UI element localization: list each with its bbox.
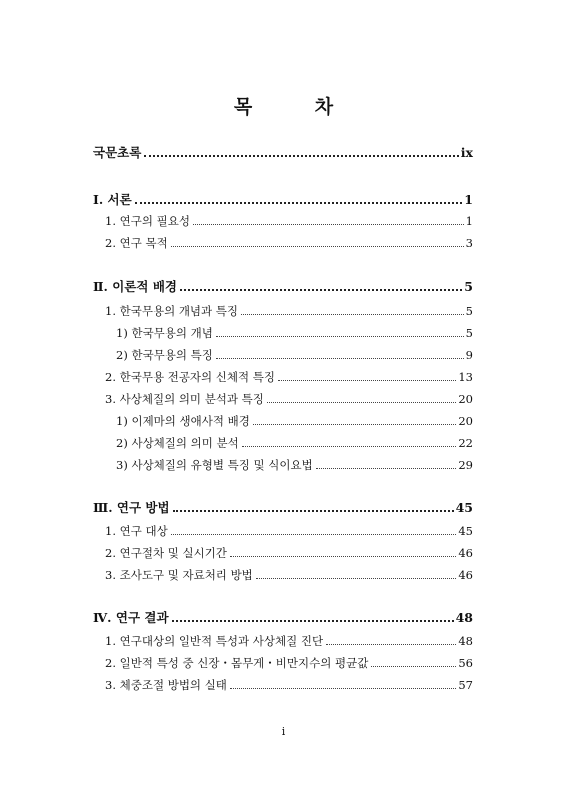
toc-entry-label: 1) 이제마의 생애사적 배경: [116, 414, 250, 428]
toc-entry[interactable]: [105, 304, 473, 318]
toc-entry-label: 1. 연구 대상: [105, 524, 168, 538]
toc-entry-label: 1. 한국무용의 개념과 특징: [105, 304, 239, 318]
toc-entry-label: Ⅱ. 이론적 배경: [93, 279, 177, 294]
toc-entry-page: 5: [465, 304, 473, 318]
toc-entry-page: 56: [458, 656, 473, 670]
dot-leader: [216, 336, 464, 337]
toc-entry[interactable]: [105, 370, 473, 384]
toc-entry[interactable]: [93, 611, 473, 625]
dot-leader: [230, 556, 456, 557]
dot-leader: [193, 224, 464, 225]
dot-leader: [242, 446, 457, 447]
page-title: 목 차: [233, 96, 362, 118]
dot-leader: [216, 358, 464, 359]
dot-leader: [144, 155, 458, 157]
toc-entry-page: 22: [458, 436, 473, 450]
toc-entry-page: 45: [458, 524, 473, 538]
toc-entry[interactable]: [93, 280, 473, 294]
toc-entry[interactable]: [116, 414, 473, 428]
dot-leader: [371, 666, 456, 667]
toc-entry-page: 3: [465, 236, 473, 250]
toc-entry[interactable]: [105, 236, 473, 250]
dot-leader: [173, 510, 454, 512]
toc-entry-page: 29: [458, 458, 473, 472]
toc-entry[interactable]: [105, 568, 473, 582]
toc-entry-page: 48: [458, 634, 473, 648]
toc-entry-label: 2) 한국무용의 특징: [116, 348, 213, 362]
dot-leader: [171, 534, 457, 535]
toc-entry-page: 46: [458, 568, 473, 582]
toc-entry-label: Ⅰ. 서론: [93, 192, 132, 207]
dot-leader: [267, 402, 456, 403]
toc-entry-label: 2. 연구 목적: [105, 236, 168, 250]
toc-entry-page: 5: [464, 279, 473, 294]
dot-leader: [241, 314, 464, 315]
toc-entry-page: 1: [465, 214, 473, 228]
toc-entry[interactable]: [105, 678, 473, 692]
toc-entry[interactable]: [116, 458, 473, 472]
toc-entry[interactable]: [116, 348, 473, 362]
toc-entry[interactable]: [105, 634, 473, 648]
dot-leader: [326, 644, 456, 645]
dot-leader: [278, 380, 456, 381]
toc-entry[interactable]: [105, 546, 473, 560]
toc-entry-page: 45: [455, 500, 473, 515]
toc-entry-label: 3. 사상체질의 의미 분석과 특징: [105, 392, 264, 406]
toc-entry-label: 3. 조사도구 및 자료처리 방법: [105, 568, 253, 582]
toc-entry[interactable]: [105, 392, 473, 406]
toc-entry-label: 3. 체중조절 방법의 실태: [105, 678, 227, 692]
toc-entry-label: 1) 한국무용의 개념: [116, 326, 213, 340]
toc-entry-label: Ⅲ. 연구 방법: [93, 500, 170, 515]
toc-entry-page: 57: [458, 678, 473, 692]
dot-leader: [316, 468, 457, 469]
toc-entry-page: 48: [455, 610, 473, 625]
toc-entry-label: 2. 일반적 특성 중 신장・몸무게・비만지수의 평균값: [105, 656, 369, 670]
toc-entry-label: 2. 연구절차 및 실시기간: [105, 546, 227, 560]
dot-leader: [135, 202, 463, 204]
toc-entry-label: 2. 한국무용 전공자의 신체적 특징: [105, 370, 276, 384]
toc-entry-page: 9: [465, 348, 473, 362]
dot-leader: [230, 688, 456, 689]
toc-entry[interactable]: [116, 326, 473, 340]
toc-entry-label: Ⅳ. 연구 결과: [93, 610, 169, 625]
toc-entry-page: 46: [458, 546, 473, 560]
toc-entry-page: 5: [465, 326, 473, 340]
toc-entry-page: 20: [458, 414, 473, 428]
toc-entry-label: 2) 사상체질의 의미 분석: [116, 436, 239, 450]
toc-entry-label: 국문초록: [93, 145, 142, 160]
toc-entry-page: 1: [464, 192, 473, 207]
toc-entry-page: ix: [460, 145, 473, 160]
toc-entry[interactable]: [105, 656, 473, 670]
toc-entry[interactable]: [93, 146, 473, 160]
dot-leader: [171, 246, 464, 247]
toc-entry-label: 1. 연구대상의 일반적 특성과 사상체질 진단: [105, 634, 324, 648]
dot-leader: [172, 620, 454, 622]
table-of-contents: [93, 0, 473, 800]
toc-entry-label: 1. 연구의 필요성: [105, 214, 190, 228]
page-number-footer: i: [281, 725, 286, 738]
toc-entry-label: 3) 사상체질의 유형별 특징 및 식이요법: [116, 458, 313, 472]
toc-entry[interactable]: [105, 524, 473, 538]
dot-leader: [180, 289, 462, 291]
toc-entry[interactable]: [93, 193, 473, 207]
toc-entry[interactable]: [116, 436, 473, 450]
dot-leader: [253, 424, 457, 425]
toc-entry[interactable]: [93, 501, 473, 515]
toc-entry[interactable]: [105, 214, 473, 228]
toc-entry-page: 20: [458, 392, 473, 406]
toc-entry-page: 13: [458, 370, 473, 384]
dot-leader: [256, 578, 457, 579]
